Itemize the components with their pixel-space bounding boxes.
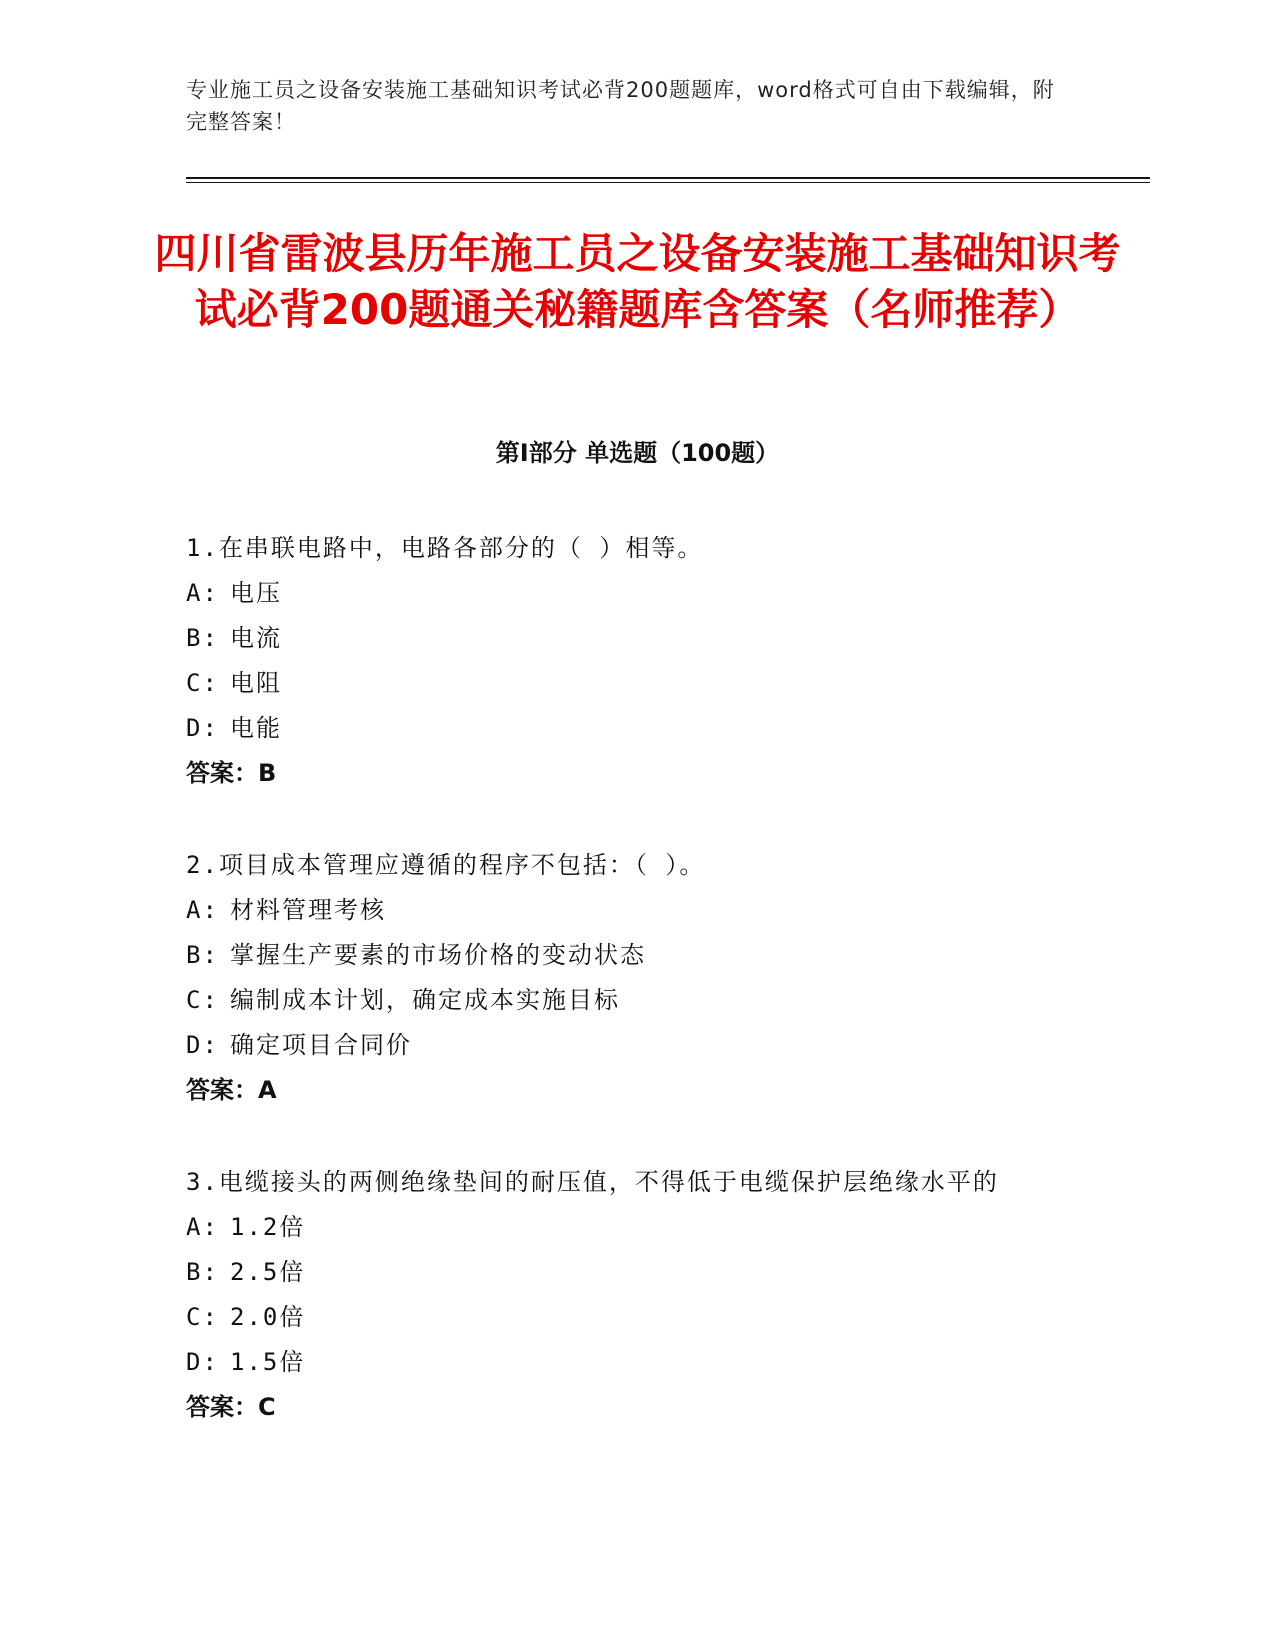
option-letter: A: (186, 1213, 219, 1241)
answer-line: 答案：A (186, 1076, 277, 1104)
option-text: 2.5倍 (230, 1258, 306, 1286)
option-d (186, 706, 1066, 751)
option-b (186, 933, 1066, 978)
option-letter: C: (186, 1303, 219, 1331)
option-text: 2.0倍 (230, 1303, 306, 1331)
option-text: 确定项目合同价 (230, 1031, 412, 1059)
option-a (186, 571, 1066, 616)
header-divider-thin (186, 182, 1150, 183)
option-a (186, 888, 1066, 933)
option-c (186, 1295, 1066, 1340)
answer-line: 答案：C (186, 1393, 276, 1421)
option-letter: C: (186, 986, 219, 1014)
question-stem: 1.在串联电路中，电路各部分的（ ）相等。 (186, 534, 704, 562)
option-letter: D: (186, 1031, 219, 1059)
question-2 (186, 843, 1066, 1113)
option-text: 电阻 (230, 669, 282, 697)
option-c (186, 978, 1066, 1023)
option-b (186, 616, 1066, 661)
option-letter: A: (186, 579, 219, 607)
header-divider-thick (186, 177, 1150, 179)
option-c (186, 661, 1066, 706)
option-text: 掌握生产要素的市场价格的变动状态 (230, 941, 646, 969)
option-text: 1.5倍 (230, 1348, 306, 1376)
option-text: 材料管理考核 (230, 896, 386, 924)
option-text: 1.2倍 (230, 1213, 306, 1241)
option-text: 电流 (230, 624, 282, 652)
option-letter: B: (186, 624, 219, 652)
answer-line: 答案：B (186, 759, 277, 787)
option-text: 电压 (230, 579, 282, 607)
question-list (186, 526, 1066, 1477)
option-text: 编制成本计划，确定成本实施目标 (230, 986, 620, 1014)
option-letter: B: (186, 941, 219, 969)
option-letter: D: (186, 1348, 219, 1376)
question-1 (186, 526, 1066, 796)
option-letter: A: (186, 896, 219, 924)
document-title: 四川省雷波县历年施工员之设备安装施工基础知识考试必背200题通关秘籍题库含答案（名师推荐） (154, 229, 1121, 334)
question-stem: 2.项目成本管理应遵循的程序不包括：（ ）。 (186, 851, 706, 879)
option-letter: D: (186, 714, 219, 742)
header-note: 专业施工员之设备安装施工基础知识考试必背200题题库，word格式可自由下载编辑，附完整答案！ (186, 78, 1055, 134)
option-letter: B: (186, 1258, 219, 1286)
question-3 (186, 1160, 1066, 1430)
option-a (186, 1205, 1066, 1250)
option-d (186, 1023, 1066, 1068)
option-text: 电能 (230, 714, 282, 742)
section-heading: 第Ⅰ部分 单选题（100题） (495, 439, 780, 467)
option-d (186, 1340, 1066, 1385)
option-b (186, 1250, 1066, 1295)
option-letter: C: (186, 669, 219, 697)
question-stem: 3.电缆接头的两侧绝缘垫间的耐压值，不得低于电缆保护层绝缘水平的 (186, 1168, 999, 1196)
